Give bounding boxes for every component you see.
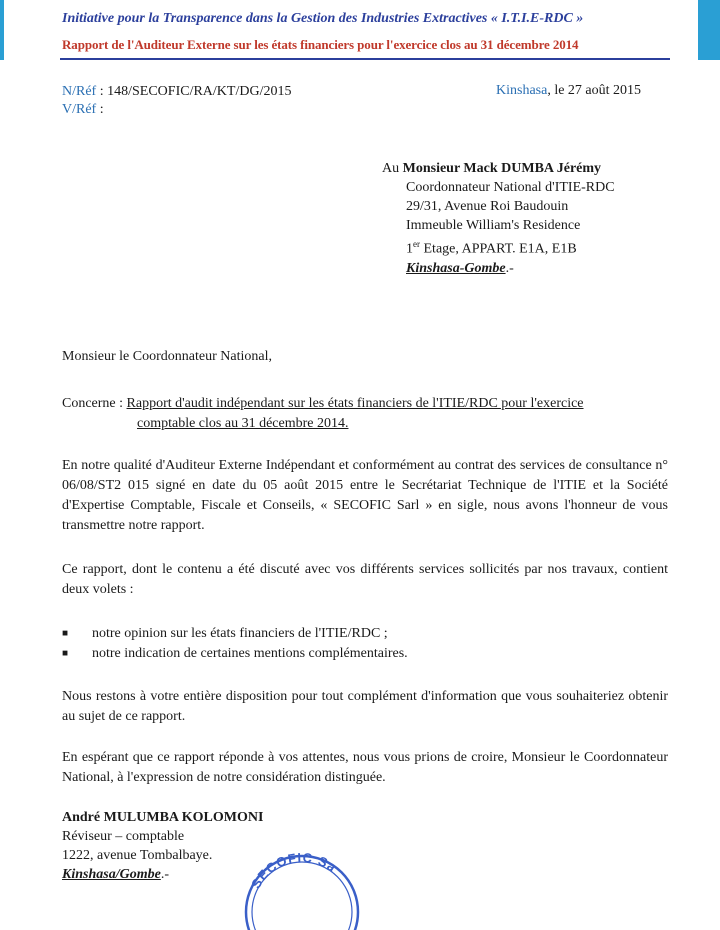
company-stamp <box>232 850 372 930</box>
paragraph-closing: En espérant que ce rapport réponde à vos attentes, nous vous prions de croire, Monsieur le Coordonnateur National, à l'expression de notre considération distinguée. <box>62 750 668 785</box>
your-reference-label: V/Réf <box>62 102 97 117</box>
your-reference-value: : <box>96 102 104 117</box>
svg-text:SECOFIC Sa <box>248 850 339 891</box>
header-title: Initiative pour la Transparence dans la Gestion des Industries Extractives « I.T.I.E-RDC » <box>62 11 584 26</box>
list-item-text: notre indication de certaines mentions complémentaires. <box>92 646 408 661</box>
recipient-prefix: Au <box>382 161 403 176</box>
subject-block <box>62 394 668 434</box>
recipient-city-suffix: .- <box>505 260 514 276</box>
bullet-square-icon: ■ <box>62 648 69 659</box>
recipient-name-line <box>382 159 615 178</box>
letter-date: , le 27 août 2015 <box>547 83 642 98</box>
our-reference-value: : 148/SECOFIC/RA/KT/DG/2015 <box>96 84 292 99</box>
stamp-text: SECOFIC Sa <box>248 850 340 892</box>
recipient-floor-number: 1 <box>406 241 413 257</box>
bullet-list <box>62 624 668 664</box>
subject-line-2: comptable clos au 31 décembre 2014. <box>137 416 349 431</box>
header-accent-bar-left <box>0 0 4 60</box>
subject-line-1: Rapport d'audit indépendant sur les états financiers de l'ITIE/RDC pour l'exercice <box>126 396 584 411</box>
paragraph-engagement: En notre qualité d'Auditeur Externe Indépendant et conformément au contrat des services de consultance n° 06/08/ST2 015 signé en date du 05 août 2015 entre le Secrétariat Technique de l'ITIE et la Société d'Expertise Comptable, Fiscale et Conseils, « SECOFIC Sarl » en sigle, nous avons l'honneur de vous transmettre notre rapport. <box>62 458 668 533</box>
recipient-city: Kinshasa-Gombe <box>406 260 506 276</box>
recipient-city-line <box>382 259 615 278</box>
list-item <box>62 644 668 664</box>
header-accent-bar-right <box>698 0 720 60</box>
recipient-line-4 <box>382 235 615 259</box>
recipient-address <box>382 159 615 278</box>
header-subtitle: Rapport de l'Auditeur Externe sur les états financiers pour l'exercice clos au 31 décembre 2014 <box>62 37 579 52</box>
signatory-title: Réviseur – comptable <box>62 829 185 844</box>
recipient-floor-sup: er <box>413 239 420 249</box>
signatory-city-suffix: .- <box>160 867 169 882</box>
recipient-line-3: Immeuble William's Residence <box>406 218 581 233</box>
signatory-city: Kinshasa/Gombe <box>62 867 161 882</box>
subject-label: Concerne : <box>62 396 127 411</box>
header-divider <box>60 58 670 60</box>
our-reference-label: N/Réf <box>62 84 97 99</box>
place-and-date <box>496 83 641 99</box>
recipient-name: Monsieur Mack DUMBA Jérémy <box>402 161 602 176</box>
your-reference <box>62 101 291 119</box>
reference-block <box>62 83 291 119</box>
place-city: Kinshasa <box>496 83 548 98</box>
bullet-square-icon: ■ <box>62 628 69 639</box>
salutation: Monsieur le Coordonnateur National, <box>62 349 272 364</box>
paragraph-availability: Nous restons à votre entière disposition pour tout complément d'information que vous souhaiteriez obtenir au sujet de ce rapport. <box>62 689 668 724</box>
signatory-name: André MULUMBA KOLOMONI <box>62 810 264 825</box>
list-item <box>62 624 668 644</box>
stamp-outer-ring <box>246 856 358 930</box>
recipient-line-2: 29/31, Avenue Roi Baudouin <box>406 199 569 214</box>
list-item-text: notre opinion sur les états financiers de l'ITIE/RDC ; <box>92 626 388 641</box>
our-reference <box>62 83 291 101</box>
paragraph-content: Ce rapport, dont le contenu a été discuté avec vos différents services sollicités par nos travaux, contient deux volets : <box>62 562 668 597</box>
recipient-line-1: Coordonnateur National d'ITIE-RDC <box>406 180 615 195</box>
signatory-address: 1222, avenue Tombalbaye. <box>62 848 213 863</box>
recipient-floor-rest: Etage, APPART. E1A, E1B <box>420 241 577 257</box>
